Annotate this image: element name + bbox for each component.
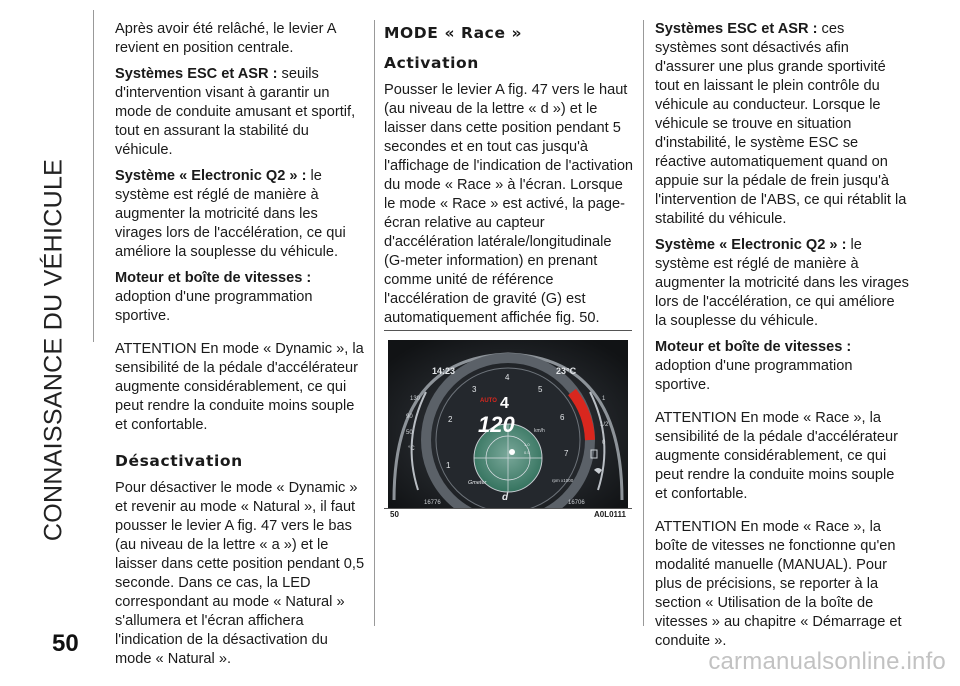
section-title-text: CONNAISSANCE DU VÉHICULE: [39, 158, 68, 542]
engine-label: Moteur et boîte de vitesses :: [115, 270, 312, 286]
column-separator-2: [643, 20, 644, 626]
q2-text: le système est réglé de manière à augmenter la motricité dans les virages lors de l'accélération, ce qui améliore la souplesse du véhicule.: [115, 168, 346, 260]
paragraph-race-esc-asr: [655, 20, 909, 229]
race-engine-label: Moteur et boîte de vitesses :: [655, 339, 852, 355]
dashboard-illustration: [388, 340, 628, 508]
vertical-rule: [93, 10, 94, 342]
gmeter-scale-10: 1.0: [524, 442, 530, 447]
column-2: [384, 20, 634, 335]
race-q2-text: le système est réglé de manière à augmenter la motricité dans les virages lors de l'accélération, ce qui améliore la souplesse du véhicule.: [655, 237, 909, 329]
q2-label: Système « Electronic Q2 » :: [115, 168, 307, 184]
watermark: carmanualsonline.info: [708, 648, 946, 675]
figure-top-rule: [384, 330, 632, 331]
paragraph-lever-release: Après avoir été relâché, le levier A revient en position centrale.: [115, 21, 336, 56]
dash-odometer-left: 16776: [424, 500, 441, 506]
fuel-half: 1/2: [600, 422, 609, 428]
dash-speed: 120: [478, 412, 515, 437]
attention-dynamic: ATTENTION En mode « Dynamic », la sensibilité de la pédale d'accélérateur augmente considérablement, ce qui peut rendre la conduite moins souple et confortable.: [115, 341, 364, 433]
paragraph-q2: [115, 167, 365, 262]
figure-code: A0L0111: [593, 510, 626, 519]
paragraph-race-engine: [655, 338, 909, 395]
esc-text: seuils d'intervention visant à garantir un mode de conduite amusant et sportif, tout en assurant la stabilité du véhicule.: [115, 66, 356, 158]
tach-3: 3: [472, 385, 477, 394]
dashboard-image: [388, 340, 628, 508]
gmeter-dot: [509, 449, 515, 455]
attention-race-gearbox: ATTENTION En mode « Race », la boîte de vitesses ne fonctionne qu'en modalité manuelle (MANUAL). Pour plus de précisions, se reporter à la section « Utilisation de la boîte de vitesses » au chapitre « Démarrage et conduite ».: [655, 519, 902, 649]
heading-activation: Activation: [384, 54, 479, 72]
column-1: [115, 20, 365, 676]
scale-celsius: °C: [408, 446, 415, 452]
tach-7: 7: [564, 449, 569, 458]
dash-mode-auto: AUTO: [480, 398, 497, 404]
tach-6: 6: [560, 413, 565, 422]
race-q2-label: Système « Electronic Q2 » :: [655, 237, 847, 253]
attention-race-pedal: ATTENTION En mode « Race », la sensibilité de la pédale d'accélérateur augmente considérablement, ce qui peut rendre la conduite moins souple et confortable.: [655, 410, 898, 502]
figure-bottom-rule: [384, 508, 632, 509]
paragraph-race-activation: Pousser le levier A fig. 47 vers le haut (au niveau de la lettre « d ») et le laisser dans cette position pendant 5 secondes et en tout cas jusqu'à l'affichage de l'indication de l'activation du mode « Race » à l'écran. Lorsque le mode « Race » est activé, la page-écran relative au capteur d'accélération latérale/longitudinale (G-meter information) en prenant comme unité de référence l'accélération de gravité (G) est automatiquement affichée fig. 50.: [384, 82, 634, 326]
scale-130: 130: [410, 396, 421, 402]
scale-90: 90: [406, 414, 413, 420]
paragraph-esc-asr: [115, 65, 365, 160]
column-3: [655, 20, 909, 658]
dash-odometer-right: 16706: [568, 500, 585, 506]
race-esc-label: Systèmes ESC et ASR :: [655, 21, 818, 37]
fuel-empty: 0: [602, 440, 606, 446]
dash-gear: 4: [500, 395, 509, 412]
gmeter-label: Gmeter: [468, 480, 487, 486]
dash-speed-unit: km/h: [534, 428, 545, 434]
dash-mode-letter: d: [502, 492, 509, 503]
dash-time: 14:23: [432, 366, 456, 376]
race-esc-text: ces systèmes sont désactivés afin d'assurer une plus grande sportivité tout en laissant le plein contrôle du véhicule au conducteur. Lorsque le véhicule se trouve en situation d'instabilité, le système ESC se réactive automatiquement quand on appuie sur la pédale de frein jusqu'à l'intervention de l'ABS, ce qui rétablit la stabilité du véhicule.: [655, 21, 907, 227]
tach-1: 1: [446, 461, 451, 470]
fuel-full: 1: [602, 396, 606, 402]
scale-50: 50: [406, 430, 413, 436]
heading-deactivation: Désactivation: [115, 452, 243, 470]
dash-rpm-label: rpm x1000: [552, 478, 574, 483]
gmeter-scale-05: 0.5: [524, 450, 530, 455]
heading-race-mode: MODE « Race »: [384, 24, 523, 42]
engine-text: adoption d'une programmation sportive.: [115, 289, 313, 324]
paragraph-race-q2: [655, 236, 909, 331]
figure-number: 50: [390, 510, 399, 519]
paragraph-deactivation: Pour désactiver le mode « Dynamic » et revenir au mode « Natural », il faut pousser le levier A fig. 47 vers le bas (au niveau de la lettre « a ») et le laisser dans cette position pendant 0,5 seconde. Dans ce cas, la LED correspondant au mode « Natural » s'allumera et l'écran affichera l'indication de la désactivation du mode « Natural ».: [115, 480, 365, 667]
figure-50: [384, 326, 632, 526]
page-number: 50: [52, 630, 79, 657]
tach-4: 4: [505, 373, 510, 382]
column-separator-1: [374, 20, 375, 626]
dash-temperature: 23°C: [556, 366, 577, 376]
esc-label: Systèmes ESC et ASR :: [115, 66, 278, 82]
tach-5: 5: [538, 385, 543, 394]
race-engine-text: adoption d'une programmation sportive.: [655, 358, 853, 393]
paragraph-engine: [115, 269, 365, 326]
tach-2: 2: [448, 415, 453, 424]
